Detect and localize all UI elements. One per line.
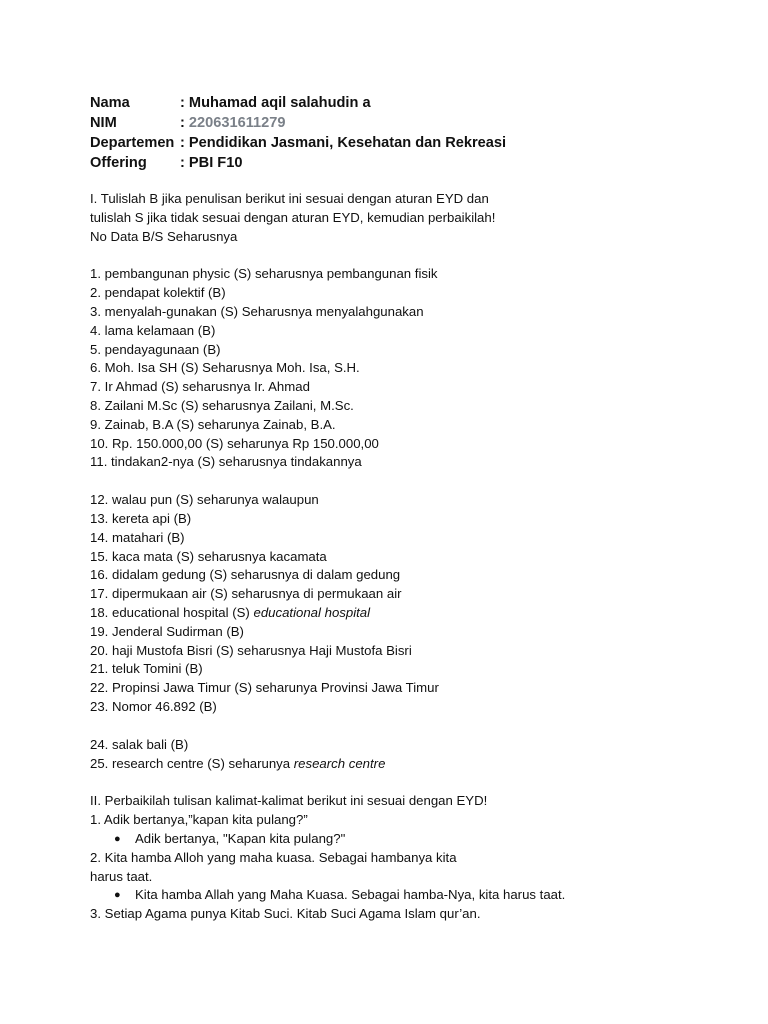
answer-2-text: Kita hamba Allah yang Maha Kuasa. Sebagai hamba-Nya, kita harus taat. — [135, 887, 566, 903]
answer-1 — [90, 830, 730, 849]
list-item: 17. dipermukaan air (S) seharusnya di permukaan air — [90, 586, 402, 602]
answer-1-text: Adik bertanya, "Kapan kita pulang?" — [135, 830, 346, 846]
item-18-italic: educational hospital — [253, 604, 371, 620]
list-item: 19. Jenderal Sudirman (B) — [90, 623, 244, 639]
section1-intro-1: I. Tulislah B jika penulisan berikut ini sesuai dengan aturan EYD dan — [90, 191, 489, 206]
nama-label: Nama — [90, 95, 130, 111]
document-page — [90, 93, 730, 924]
section1-columns: No Data B/S Seharusnya — [90, 228, 238, 244]
list-item: 21. teluk Tomini (B) — [90, 661, 203, 677]
list-item: 3. menyalah-gunakan (S) Seharusnya menyalahgunakan — [90, 303, 424, 319]
list-item: 1. pembangunan physic (S) seharusnya pembangunan fisik — [90, 266, 438, 282]
list-item: 11. tindakan2-nya (S) seharusnya tindakannya — [90, 454, 362, 470]
offering-label: Offering — [90, 155, 147, 171]
nim-label: NIM — [90, 115, 117, 131]
question-2-line-1: 2. Kita hamba Alloh yang maha kuasa. Sebagai hambanya kita — [90, 849, 457, 865]
list-item: 14. matahari (B) — [90, 529, 185, 545]
header-departemen — [90, 133, 730, 153]
item-18-text: 18. educational hospital (S) — [90, 604, 254, 620]
departemen-value: : Pendidikan Jasmani, Kesehatan dan Rekreasi — [180, 135, 507, 151]
list-item: 24. salak bali (B) — [90, 736, 189, 752]
list-item: 15. kaca mata (S) seharusnya kacamata — [90, 548, 327, 564]
answer-2 — [90, 886, 730, 905]
list-item: 22. Propinsi Jawa Timur (S) seharunya Provinsi Jawa Timur — [90, 680, 439, 696]
list-item: 4. lama kelamaan (B) — [90, 322, 216, 338]
list-item: 2. pendapat kolektif (B) — [90, 285, 226, 301]
header-nim — [90, 113, 730, 133]
bullet-icon: ● — [114, 889, 121, 902]
list-item: 12. walau pun (S) seharunya walaupun — [90, 492, 319, 508]
list-item: 5. pendayagunaan (B) — [90, 341, 221, 357]
departemen-label: Departemen — [90, 135, 175, 151]
header-offering — [90, 153, 730, 173]
list-item: 16. didalam gedung (S) seharusnya di dalam gedung — [90, 567, 401, 583]
nim-value: 220631611279 — [188, 115, 286, 131]
list-item: 8. Zailani M.Sc (S) seharusnya Zailani, M.Sc. — [90, 397, 354, 413]
list-item: 13. kereta api (B) — [90, 510, 192, 526]
nama-value: : Muhamad aqil salahudin a — [180, 95, 371, 111]
list-item: 9. Zainab, B.A (S) seharunya Zainab, B.A. — [90, 416, 336, 432]
question-2-line-2: harus taat. — [90, 868, 153, 884]
list-item-25 — [90, 755, 730, 774]
item-25-italic: research centre — [293, 755, 386, 771]
bullet-icon: ● — [114, 832, 121, 845]
section2-intro: II. Perbaikilah tulisan kalimat-kalimat berikut ini sesuai dengan EYD! — [90, 793, 488, 809]
list-item: 10. Rp. 150.000,00 (S) seharunya Rp 150.000,00 — [90, 435, 379, 451]
list-item-18 — [90, 604, 730, 623]
section1-intro-2: tulislah S jika tidak sesuai dengan aturan EYD, kemudian perbaikilah! — [90, 209, 496, 225]
header-nama — [90, 93, 730, 113]
list-item: 7. Ir Ahmad (S) seharusnya Ir. Ahmad — [90, 379, 310, 395]
list-item: 20. haji Mustofa Bisri (S) seharusnya Haji Mustofa Bisri — [90, 642, 412, 658]
list-item: 23. Nomor 46.892 (B) — [90, 698, 217, 714]
question-3: 3. Setiap Agama punya Kitab Suci. Kitab Suci Agama Islam qur’an. — [90, 906, 481, 922]
offering-value: : PBI F10 — [180, 155, 243, 171]
nim-value-wrap — [180, 113, 286, 133]
nim-colon: : — [180, 115, 189, 131]
item-25-text: 25. research centre (S) seharunya — [90, 755, 294, 771]
list-item: 6. Moh. Isa SH (S) Seharusnya Moh. Isa, S.H. — [90, 360, 360, 376]
question-1: 1. Adik bertanya,”kapan kita pulang?” — [90, 812, 308, 828]
